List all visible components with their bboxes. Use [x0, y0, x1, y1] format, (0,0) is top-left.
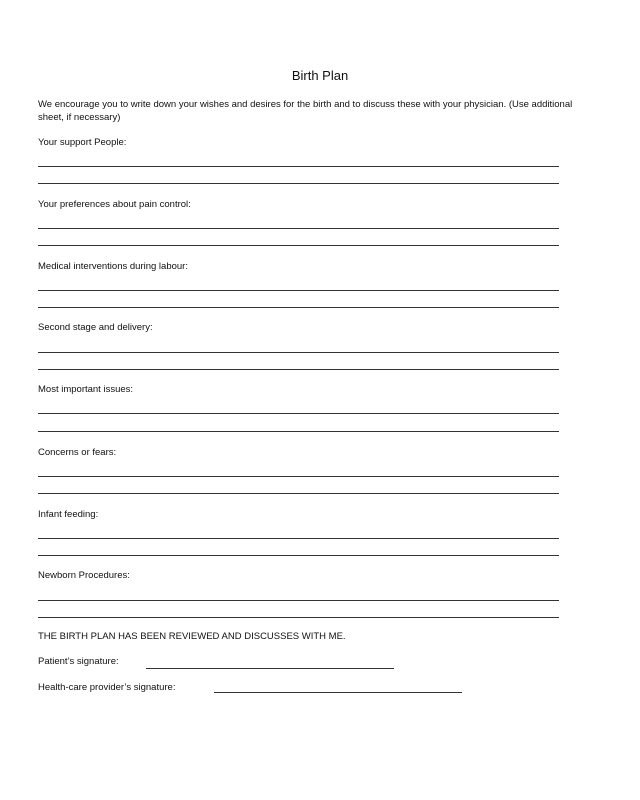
answer-line[interactable] [38, 166, 559, 167]
section-label-concerns: Concerns or fears: [38, 447, 117, 458]
answer-line[interactable] [38, 228, 559, 229]
provider-signature-label: Health-care provider’s signature: [38, 682, 176, 693]
provider-signature-line[interactable] [214, 692, 462, 693]
section-label-infant-feeding: Infant feeding: [38, 509, 99, 520]
answer-line[interactable] [38, 600, 559, 601]
answer-line[interactable] [38, 476, 559, 477]
answer-line[interactable] [38, 617, 559, 618]
section-label-newborn-procedures: Newborn Procedures: [38, 570, 130, 581]
answer-line[interactable] [38, 307, 559, 308]
intro-text: We encourage you to write down your wishes and desires for the birth and to discuss these with your physician. (Use additional sheet, if necessary) [38, 99, 573, 123]
patient-signature-label: Patient’s signature: [38, 656, 119, 667]
section-label-pain-control: Your preferences about pain control: [38, 199, 191, 210]
answer-line[interactable] [38, 245, 559, 246]
section-label-second-stage: Second stage and delivery: [38, 322, 153, 333]
answer-line[interactable] [38, 413, 559, 414]
answer-line[interactable] [38, 352, 559, 353]
answer-line[interactable] [38, 538, 559, 539]
answer-line[interactable] [38, 290, 559, 291]
review-statement: THE BIRTH PLAN HAS BEEN REVIEWED AND DISCUSSES WITH ME. [38, 631, 346, 642]
answer-line[interactable] [38, 493, 559, 494]
section-label-important-issues: Most important issues: [38, 384, 134, 395]
patient-signature-line[interactable] [146, 668, 394, 669]
page-title: Birth Plan [291, 68, 349, 83]
answer-line[interactable] [38, 431, 559, 432]
answer-line[interactable] [38, 183, 559, 184]
section-label-medical-interventions: Medical interventions during labour: [38, 261, 188, 272]
answer-line[interactable] [38, 369, 559, 370]
answer-line[interactable] [38, 555, 559, 556]
section-label-support-people: Your support People: [38, 137, 127, 148]
